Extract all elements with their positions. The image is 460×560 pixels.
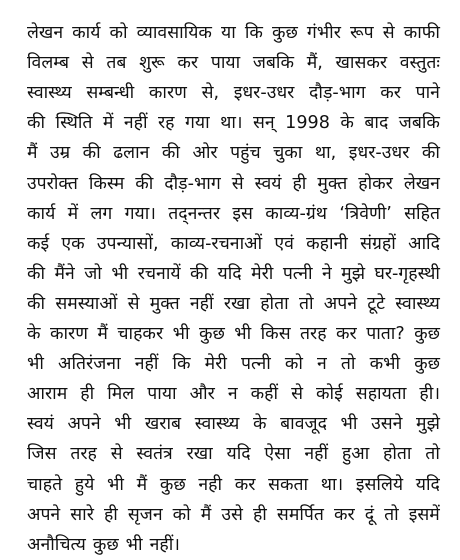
word: इधर-उधर [233, 83, 295, 104]
word: मैं [136, 474, 148, 495]
word: कुछ [198, 324, 225, 344]
word: गया [184, 113, 210, 134]
word: स्वयं [254, 173, 282, 194]
word: भी [172, 324, 190, 344]
word: मुझे [416, 414, 440, 435]
text-line [27, 108, 440, 138]
word: होता [383, 444, 412, 465]
word: मुझे [341, 263, 365, 284]
text-line [27, 439, 440, 469]
word: इसमें [408, 504, 440, 525]
word: और [189, 384, 215, 405]
word: स्वतंत्र [136, 444, 173, 465]
word: ही [80, 384, 95, 405]
word: के [27, 324, 41, 344]
word: कभी [369, 354, 401, 375]
word: को [109, 23, 128, 43]
word: सकता [268, 474, 309, 495]
word: एक [61, 233, 85, 254]
word: दौड़-भाग [309, 83, 366, 104]
word: नहीं। [149, 534, 180, 555]
word: की [27, 113, 46, 134]
word: अतिरंजना [58, 354, 121, 375]
word: चाहते [27, 474, 63, 495]
word: नहीं [304, 444, 329, 465]
word: ढलान [113, 143, 150, 164]
word: कर [333, 504, 355, 525]
word: तरह [70, 444, 97, 465]
word: कर [336, 324, 357, 344]
text-line [27, 169, 440, 199]
word: ही। [419, 384, 440, 405]
word: की [27, 293, 46, 314]
word: को [172, 504, 191, 525]
text-line [27, 138, 440, 168]
word: रचनायें [137, 263, 181, 284]
word: अनौचित्य [27, 534, 86, 555]
word: कि [244, 23, 263, 43]
word: न [317, 354, 327, 375]
word: कुछ [271, 23, 298, 43]
word: कर [234, 474, 256, 495]
word: यदि [415, 474, 440, 495]
word: मैं, [306, 53, 323, 74]
word: ने [321, 263, 332, 284]
word: होकर [358, 173, 393, 194]
word: की [161, 143, 180, 164]
word: मुक्त [149, 293, 180, 314]
word: कि [172, 354, 191, 375]
word: उसने [371, 414, 403, 435]
text-line [27, 18, 440, 48]
word: किस [260, 324, 291, 344]
word: की [135, 173, 154, 194]
word: होता [260, 293, 289, 314]
word: में [102, 113, 114, 134]
word: पाने [415, 83, 440, 104]
word: नही [198, 474, 223, 495]
word: अपने [67, 414, 101, 435]
word: उपन्यासों, [96, 233, 159, 254]
word: नहीं [123, 113, 148, 134]
word: के [252, 414, 267, 435]
word: जिस [27, 444, 57, 465]
word: को [284, 354, 303, 375]
word: ही [103, 504, 118, 525]
word: यदि [226, 444, 251, 465]
word: तो [384, 504, 399, 525]
word: जबकि [398, 113, 440, 134]
word: जो [84, 263, 102, 284]
word: मैं [27, 143, 38, 164]
word: से [382, 23, 395, 43]
word: के [340, 113, 354, 134]
text-line [27, 229, 440, 259]
word: कार्य [27, 203, 56, 224]
word: उसे [221, 504, 243, 525]
word: से [110, 444, 123, 465]
word: कई [27, 233, 50, 254]
word: सहायता [355, 384, 407, 405]
word: कारण [49, 324, 88, 344]
word: काव्य-रचनाओं [170, 233, 263, 254]
word: उम्र [50, 143, 71, 164]
text-line [27, 289, 440, 319]
text-line [27, 319, 440, 349]
word: कर [177, 53, 199, 74]
word: लेखन [403, 173, 440, 194]
word: काव्य-ग्रंथ [265, 203, 328, 224]
word: भी [125, 534, 143, 555]
word: पाया [210, 53, 241, 74]
word: भी [114, 414, 132, 435]
word: पहुंच [230, 143, 261, 164]
word: रखा [186, 444, 213, 465]
word: सारे [70, 504, 94, 525]
word: तरह [300, 324, 327, 344]
word: था। [320, 474, 344, 495]
word: सृजन [127, 504, 163, 525]
word: किस्म [88, 173, 125, 194]
word: दूं [364, 504, 375, 525]
text-line [27, 199, 440, 229]
word: तद्नन्तर [168, 203, 221, 224]
word: बाद [364, 113, 389, 134]
word: भी [107, 474, 124, 495]
word: की [82, 143, 101, 164]
word: की [190, 263, 209, 284]
word: से [127, 293, 140, 314]
word: कुछ [414, 324, 440, 344]
word: खराब [144, 414, 182, 435]
word: खासकर [335, 53, 388, 74]
word: रह [157, 113, 175, 134]
word: बावजूद [280, 414, 327, 435]
word: में [67, 203, 79, 224]
word: मैंने [54, 263, 75, 284]
word: व्यावसायिक [136, 23, 212, 43]
word: कहीं [250, 384, 279, 405]
word: हुये [74, 474, 95, 495]
word: या [221, 23, 236, 43]
word: स्वास्थ्य [395, 293, 440, 314]
word: मेरी [204, 354, 227, 375]
word: एवं [274, 233, 294, 254]
word: कार्य [72, 23, 101, 43]
word: कुछ [414, 354, 440, 375]
word: शुरू [139, 53, 165, 74]
word: इस [232, 203, 253, 224]
word: ओर [192, 143, 218, 164]
word: तो [340, 354, 356, 375]
word: मैं [200, 504, 212, 525]
word: अपने [323, 293, 357, 314]
word: हुआ [341, 444, 370, 465]
word: ही [292, 173, 307, 194]
word: न [227, 384, 238, 405]
word: ही [252, 504, 267, 525]
word: मुक्त [317, 173, 348, 194]
word: चाहकर [117, 324, 164, 344]
word: काफी [403, 23, 440, 43]
text-line [27, 349, 440, 379]
word: से, [201, 83, 220, 104]
word: अपने [27, 504, 61, 525]
word: कुछ [92, 534, 119, 555]
word: पत्नी [282, 263, 313, 284]
word: रूप [349, 23, 374, 43]
word: था, [314, 143, 337, 164]
word: भी [234, 324, 252, 344]
word: नहीं [134, 354, 159, 375]
text-line [27, 379, 440, 409]
word: आराम [27, 384, 68, 405]
word: कारण [148, 83, 187, 104]
word: समस्याओं [55, 293, 118, 314]
word: नहीं [189, 293, 214, 314]
word: कहानी [306, 233, 348, 254]
word: मैं [97, 324, 108, 344]
word: दौड़-भाग [164, 173, 221, 194]
word: सम्बन्धी [86, 83, 135, 104]
word: आदि [408, 233, 440, 254]
word: इधर-उधर [348, 143, 410, 164]
word: स्थिति [55, 113, 93, 134]
word: तो [298, 293, 314, 314]
text-line [27, 500, 440, 530]
word: पाता? [366, 324, 405, 344]
word: मेरी [251, 263, 274, 284]
word: चुका [273, 143, 303, 164]
word: से [291, 384, 304, 405]
text-line [27, 470, 440, 500]
word: इसलिये [355, 474, 404, 495]
word: भी [111, 263, 129, 284]
word: गया। [124, 203, 156, 224]
word: सन् [253, 113, 275, 134]
word: भी [340, 414, 358, 435]
text-line [27, 530, 440, 560]
word: लेखन [27, 23, 64, 43]
word: उपरोक्त [27, 173, 78, 194]
word: भी [27, 354, 44, 375]
word: की [421, 143, 440, 164]
word: स्वास्थ्य [194, 414, 240, 435]
word: स्वयं [27, 414, 54, 435]
text-line [27, 409, 440, 439]
word: सहित [404, 203, 440, 224]
word: यदि [217, 263, 242, 284]
word: तो [425, 444, 440, 465]
word: कर [380, 83, 401, 104]
word: पाया [147, 384, 177, 405]
word: कुछ [159, 474, 186, 495]
word: ऐसा [264, 444, 291, 465]
word: लग [90, 203, 113, 224]
word: समर्पित [276, 504, 324, 525]
word: घर-गृहस्थी [374, 263, 440, 284]
word: वस्तुतः [399, 53, 440, 74]
word: तब [106, 53, 127, 74]
word: रखा [223, 293, 250, 314]
word: विलम्ब [27, 53, 70, 74]
word: टूटे [367, 293, 385, 314]
word: कोई [316, 384, 343, 405]
text-line [27, 48, 440, 78]
word: मिल [107, 384, 135, 405]
word: की [27, 263, 46, 284]
word: पत्नी [241, 354, 271, 375]
text-line [27, 259, 440, 289]
word: स्वास्थ्य [27, 83, 72, 104]
word: से [231, 173, 244, 194]
text-line [27, 78, 440, 108]
word: था। [220, 113, 243, 134]
word: जबकि [252, 53, 294, 74]
word: गंभीर [306, 23, 341, 43]
word: 1998 [285, 113, 330, 134]
word: संग्रहों [360, 233, 396, 254]
word: से [81, 53, 94, 74]
word: ‘त्रिवेणी’ [339, 203, 392, 224]
